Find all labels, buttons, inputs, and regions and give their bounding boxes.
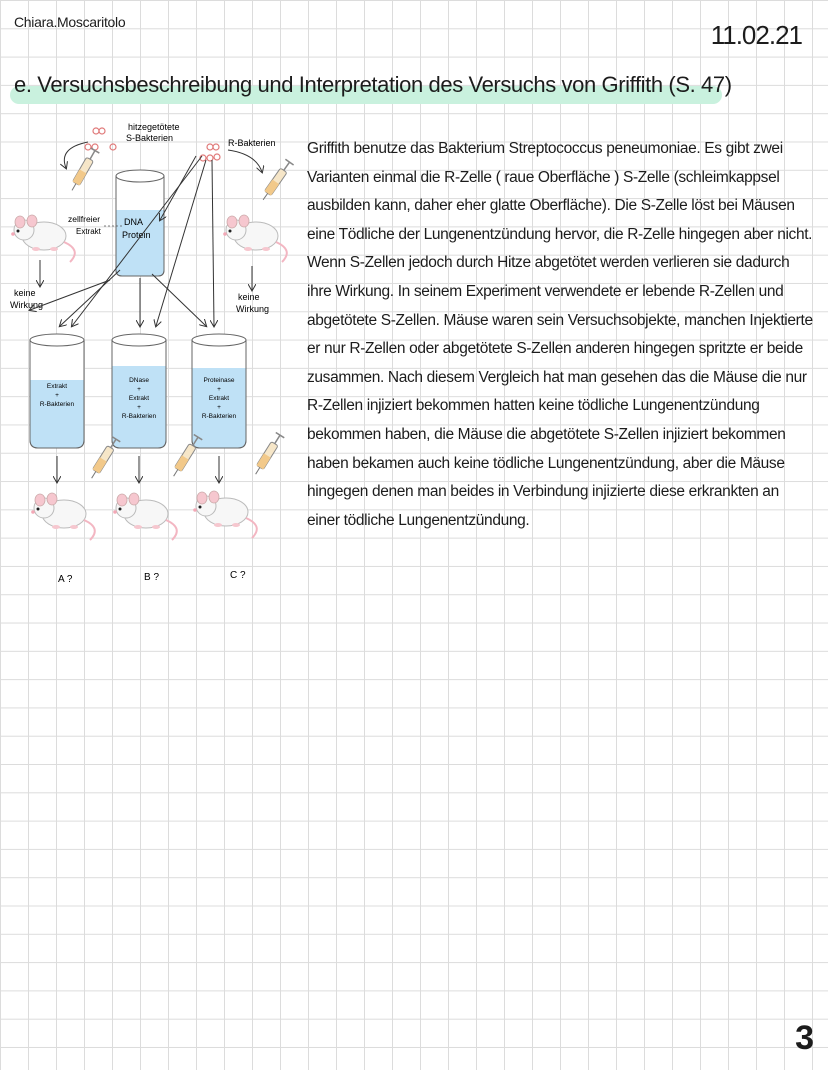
tube-b-line1: DNase [129,377,149,384]
tube-top-line2: Protein [122,230,151,240]
tube-c-line2: + [217,386,221,393]
body-paragraph: Griffith benutze das Bakterium Streptococcus peneumoniae. Es gibt zwei Varianten einmal die R-Zelle ( raue Oberfläche ) S-Zelle (schleimkappsel ausbilden kann, daher eher glatte Oberfläche). Die S-Zelle löst bei Mäusen eine Tödliche der Lungenentzündung hervor, die R-Zelle hingegen aber nicht. Wenn S-Zellen jedoch durch Hitze abgetötet werden verlieren sie dadurch ihre Wirkung. In seinem Experiment verwendete er lebende R-Zellen und abgetötete S-Zellen. Mäuse waren sein Versuchsobjekte, manchen Injektierte er nur R-Zellen oder abgetötete S-Zellen anderen hingegen spritzte er beide zusammen. Nach diesem Vergleich hat man gesehen das die Mäuse die nur R-Zellen injiziert bekommen hatten keine tödliche Lungenentzündung bekommen haben, die Mäuse die abgetötete S-Zellen injiziert bekommen haben bekamen auch keine tödliche Lungenentzündung, aber die Mäuse hingegen denen man beides in Verbindung injizierte diese erkrankten an einer tödliche Lungenentzündung. [307,140,813,529]
tube-b-line5: R-Bakterien [121,413,157,420]
author-name: Chiara.Moscaritolo [14,14,126,30]
label-c: C ? [230,570,246,581]
left-result-1: keine [14,288,36,298]
griffith-diagram [0,110,300,590]
page-number: 3 [795,1019,814,1057]
tube-c-line1: Proteinase [203,377,235,384]
tube-a-line2: + [55,392,59,399]
mouse-icon [113,493,177,540]
tube-a [30,334,84,448]
label-r-bacteria: R-Bakterien [228,138,276,148]
syringe-icon [68,148,100,193]
tube-b-line2: + [137,386,141,393]
tube-c-line4: + [217,404,221,411]
heat-killed-bacteria-icon [85,128,116,150]
mouse-icon [193,491,257,538]
tube-c-line3: Extrakt [208,395,230,402]
tube-b-line4: + [137,404,141,411]
page-date: 11.02.21 [710,20,802,50]
mouse-icon [223,215,287,262]
r-bacteria-icon [200,144,220,161]
syringe-icon [259,159,294,202]
label-a: A ? [58,574,73,585]
tube-c-line5: R-Bakterien [201,413,237,420]
right-result-2: Wirkung [236,304,270,314]
tube-a-line3: R-Bakterien [39,401,75,408]
syringe-icon [251,433,284,477]
tube-a-line1: Extrakt [46,383,68,390]
label-cellfree-1: zellfreier [68,214,101,224]
label-heat-killed-1: hitzegetötete [128,122,180,132]
tube-top-line1: DNA [124,217,144,227]
label-b: B ? [144,572,160,583]
label-cellfree-2: Extrakt [76,227,101,236]
page-title: e. Versuchsbeschreibung und Interpretation des Versuchs von Griffith (S. 47) [14,72,732,97]
left-result-2: Wirkung [10,300,44,310]
label-heat-killed-2: S-Bakterien [126,133,174,143]
tube-b-line3: Extrakt [128,395,150,402]
mouse-icon [11,215,75,262]
mouse-icon [31,493,95,540]
right-result-1: keine [238,292,260,302]
